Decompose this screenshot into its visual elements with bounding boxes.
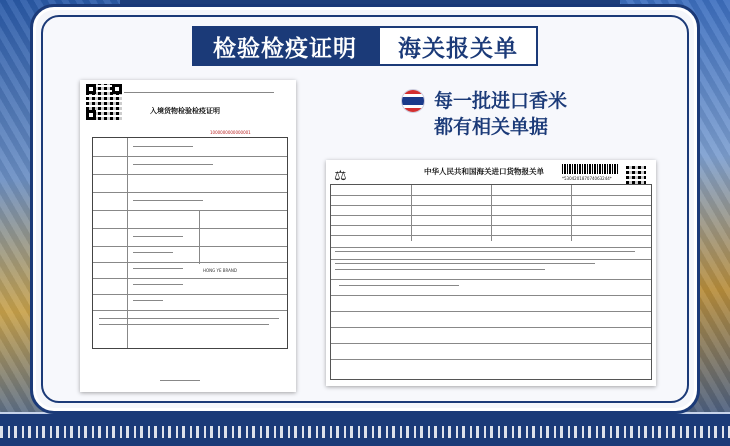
- header-title-bar: [192, 26, 538, 66]
- certificate-title: 入境货物检验检疫证明: [150, 107, 220, 115]
- certificate-table: [92, 137, 288, 349]
- barcode-number: *530420187074063244*: [562, 176, 612, 181]
- certificate-footer: [160, 380, 200, 381]
- declaration-title: 中华人民共和国海关进口货物报关单: [424, 167, 544, 176]
- slogan-line-2: 都有相关单据: [434, 116, 549, 138]
- product-brand: HONG YE BRAND: [203, 268, 237, 273]
- inspection-certificate-document: [80, 80, 296, 392]
- header-right-label: 海关报关单: [378, 26, 538, 66]
- slogan-line-1: 每一批进口香米: [434, 90, 568, 112]
- bottom-pattern: [0, 426, 730, 438]
- certificate-number: 1000000000000001: [210, 130, 251, 135]
- barcode-icon: [562, 164, 618, 174]
- thailand-flag-icon: [402, 90, 424, 112]
- certificate-header-note: [124, 92, 274, 93]
- customs-emblem-icon: ⚖: [334, 168, 347, 184]
- header-left-label: 检验检疫证明: [192, 26, 378, 66]
- qr-code-icon: [86, 84, 122, 120]
- slogan-text: [434, 88, 567, 140]
- declaration-qr-icon: [626, 164, 646, 184]
- customs-declaration-document: [326, 160, 656, 386]
- declaration-table: [330, 184, 652, 380]
